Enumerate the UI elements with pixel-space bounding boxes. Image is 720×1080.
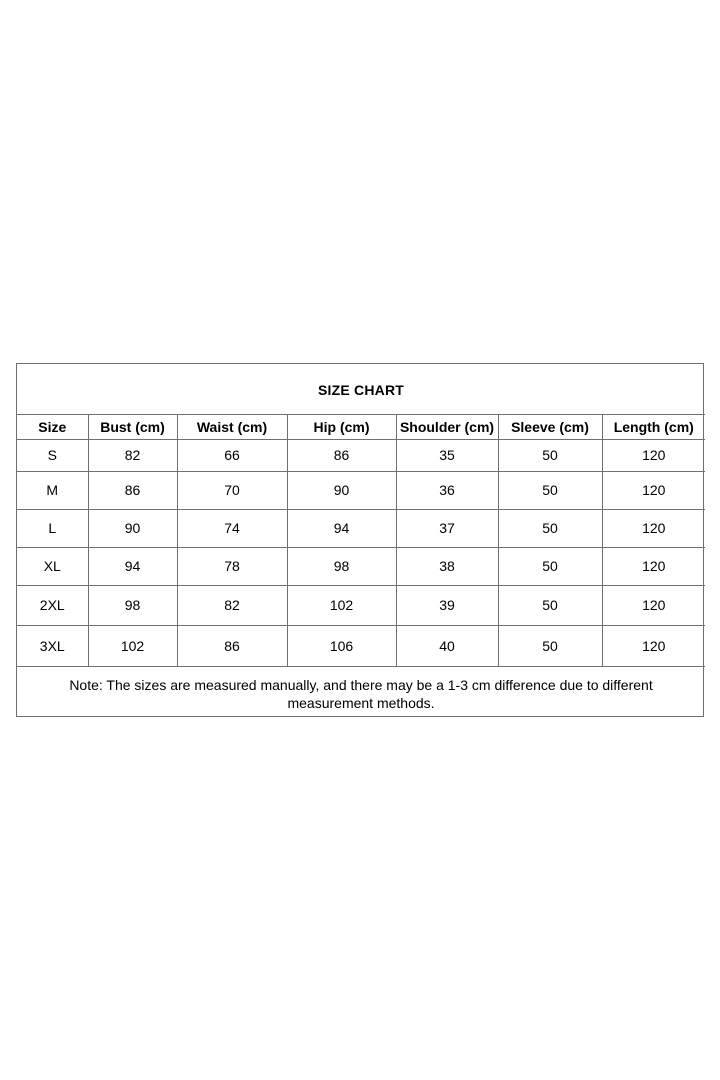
- table-row: [17, 626, 705, 667]
- size-cell: M: [17, 472, 88, 510]
- length-cell: 120: [602, 510, 705, 548]
- length-cell: 120: [602, 472, 705, 510]
- size-table: [17, 364, 705, 721]
- table-row: [17, 472, 705, 510]
- shoulder-cell: 39: [396, 586, 498, 626]
- column-header-size: Size: [17, 415, 88, 440]
- bust-cell: 98: [88, 586, 177, 626]
- table-row: [17, 548, 705, 586]
- sleeve-cell: 50: [498, 472, 602, 510]
- sleeve-cell: 50: [498, 586, 602, 626]
- bust-cell: 82: [88, 440, 177, 472]
- bust-cell: 86: [88, 472, 177, 510]
- length-cell: 120: [602, 548, 705, 586]
- hip-cell: 102: [287, 586, 396, 626]
- hip-cell: 94: [287, 510, 396, 548]
- length-cell: 120: [602, 440, 705, 472]
- shoulder-cell: 40: [396, 626, 498, 667]
- waist-cell: 66: [177, 440, 287, 472]
- shoulder-cell: 35: [396, 440, 498, 472]
- size-chart: [16, 363, 704, 717]
- length-cell: 120: [602, 626, 705, 667]
- bust-cell: 102: [88, 626, 177, 667]
- table-row: [17, 586, 705, 626]
- waist-cell: 74: [177, 510, 287, 548]
- waist-cell: 86: [177, 626, 287, 667]
- sleeve-cell: 50: [498, 626, 602, 667]
- size-cell: S: [17, 440, 88, 472]
- hip-cell: 106: [287, 626, 396, 667]
- hip-cell: 98: [287, 548, 396, 586]
- hip-cell: 86: [287, 440, 396, 472]
- column-header-hip: Hip (cm): [287, 415, 396, 440]
- size-cell: 3XL: [17, 626, 88, 667]
- table-row: [17, 510, 705, 548]
- sleeve-cell: 50: [498, 548, 602, 586]
- waist-cell: 70: [177, 472, 287, 510]
- measurement-note: Note: The sizes are measured manually, and there may be a 1-3 cm difference due to different measurement methods.: [17, 667, 705, 722]
- bust-cell: 94: [88, 548, 177, 586]
- length-cell: 120: [602, 586, 705, 626]
- size-cell: XL: [17, 548, 88, 586]
- waist-cell: 78: [177, 548, 287, 586]
- shoulder-cell: 37: [396, 510, 498, 548]
- column-header-sleeve: Sleeve (cm): [498, 415, 602, 440]
- size-cell: 2XL: [17, 586, 88, 626]
- table-row: [17, 440, 705, 472]
- column-header-shoulder: Shoulder (cm): [396, 415, 498, 440]
- shoulder-cell: 36: [396, 472, 498, 510]
- hip-cell: 90: [287, 472, 396, 510]
- sleeve-cell: 50: [498, 440, 602, 472]
- waist-cell: 82: [177, 586, 287, 626]
- chart-title: SIZE CHART: [17, 364, 705, 415]
- column-header-bust: Bust (cm): [88, 415, 177, 440]
- column-header-length: Length (cm): [602, 415, 705, 440]
- column-header-waist: Waist (cm): [177, 415, 287, 440]
- size-cell: L: [17, 510, 88, 548]
- header-row: [17, 415, 705, 440]
- shoulder-cell: 38: [396, 548, 498, 586]
- bust-cell: 90: [88, 510, 177, 548]
- sleeve-cell: 50: [498, 510, 602, 548]
